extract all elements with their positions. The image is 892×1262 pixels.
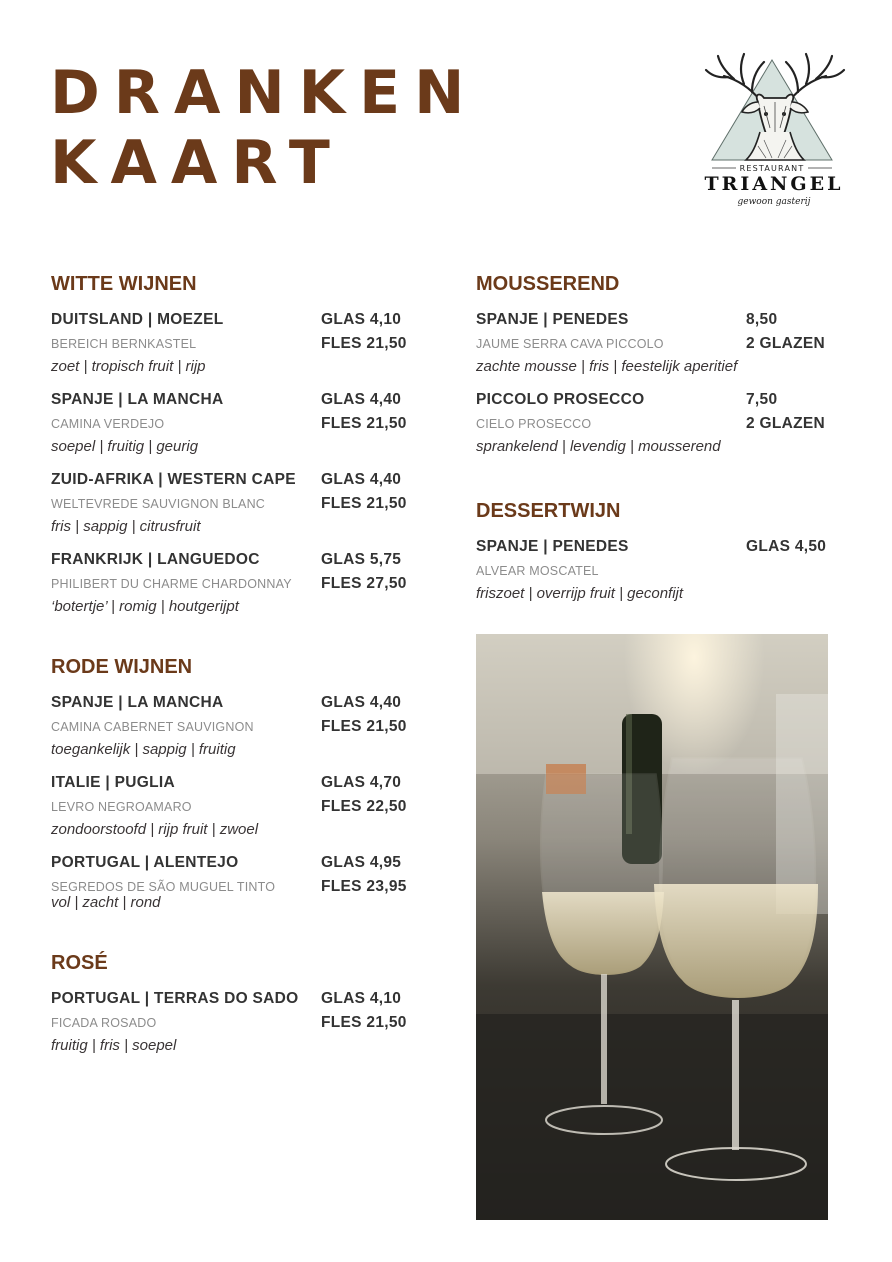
wine-name: JAUME SERRA CAVA PICCOLO bbox=[476, 337, 664, 351]
wine-region: SPANJE | LA MANCHA bbox=[51, 694, 224, 711]
wine-region: DUITSLAND | MOEZEL bbox=[51, 311, 224, 328]
bottle-price: FLES 21,50 bbox=[321, 718, 407, 735]
wine-region: ITALIE | PUGLIA bbox=[51, 774, 175, 791]
wine-region: SPANJE | LA MANCHA bbox=[51, 391, 224, 408]
wine-item bbox=[476, 388, 836, 468]
glass-price: GLAS 4,40 bbox=[321, 391, 402, 408]
wine-item bbox=[51, 388, 431, 468]
glass-price: GLAS 4,70 bbox=[321, 774, 402, 791]
wine-item bbox=[476, 308, 836, 388]
glass-price: GLAS 4,40 bbox=[321, 471, 402, 488]
serving-size: 2 GLAZEN bbox=[746, 335, 826, 352]
bottle-price: FLES 21,50 bbox=[321, 415, 407, 432]
glass-price: GLAS 4,50 bbox=[746, 538, 827, 555]
section-witte-wijnen bbox=[51, 272, 431, 615]
wine-notes: fruitig | fris | soepel bbox=[51, 1037, 177, 1054]
glass-price: GLAS 4,40 bbox=[321, 694, 402, 711]
section-rode-wijnen bbox=[51, 655, 431, 911]
wine-region: PORTUGAL | TERRAS DO SADO bbox=[51, 990, 299, 1007]
wine-notes: soepel | fruitig | geurig bbox=[51, 438, 199, 455]
wine-item bbox=[51, 771, 431, 851]
wine-region: PORTUGAL | ALENTEJO bbox=[51, 854, 239, 871]
glass-price: GLAS 4,10 bbox=[321, 990, 402, 1007]
glass-price: GLAS 4,95 bbox=[321, 854, 402, 871]
wine-name: BEREICH BERNKASTEL bbox=[51, 337, 197, 351]
wine-region: SPANJE | PENEDES bbox=[476, 538, 629, 555]
wine-name: PHILIBERT DU CHARME CHARDONNAY bbox=[51, 577, 292, 591]
title-line-2: KAART bbox=[50, 128, 344, 198]
section-rose bbox=[51, 951, 431, 1054]
wine-name: ALVEAR MOSCATEL bbox=[476, 564, 599, 578]
wine-item bbox=[51, 308, 431, 388]
wine-item bbox=[51, 851, 431, 931]
logo-restaurant-text: RESTAURANT bbox=[739, 164, 805, 173]
title-line-1: DRANKEN bbox=[50, 58, 479, 128]
wine-notes: sprankelend | levendig | mousserend bbox=[476, 438, 721, 455]
serving-size: 2 GLAZEN bbox=[746, 415, 826, 432]
price: 7,50 bbox=[746, 391, 778, 408]
price: 8,50 bbox=[746, 311, 778, 328]
bottle-price: FLES 22,50 bbox=[321, 798, 407, 815]
glass-price: GLAS 5,75 bbox=[321, 551, 402, 568]
wine-name: FICADA ROSADO bbox=[51, 1016, 157, 1030]
wine-region: FRANKRIJK | LANGUEDOC bbox=[51, 551, 260, 568]
wine-item bbox=[51, 548, 431, 628]
bottle-price: FLES 23,95 bbox=[321, 878, 407, 895]
section-heading: MOUSSEREND bbox=[476, 273, 620, 295]
section-heading: RODE WIJNEN bbox=[51, 656, 193, 678]
wine-name: LEVRO NEGROAMARO bbox=[51, 800, 192, 814]
wine-name: CAMINA VERDEJO bbox=[51, 417, 165, 431]
wine-item bbox=[476, 535, 836, 615]
section-dessertwijn bbox=[476, 499, 836, 602]
restaurant-logo bbox=[694, 36, 854, 212]
wine-notes: zoet | tropisch fruit | rijp bbox=[51, 358, 206, 375]
glass-price: GLAS 4,10 bbox=[321, 311, 402, 328]
wine-notes: toegankelijk | sappig | fruitig bbox=[51, 741, 236, 758]
wine-region: PICCOLO PROSECCO bbox=[476, 391, 645, 408]
page-title bbox=[50, 58, 478, 198]
wine-name: CAMINA CABERNET SAUVIGNON bbox=[51, 720, 254, 734]
logo-tagline-text: gewoon gasterij bbox=[737, 197, 811, 207]
wine-item bbox=[51, 691, 431, 771]
section-heading: DESSERTWIJN bbox=[476, 500, 621, 522]
wine-notes: zachte mousse | fris | feestelijk aperitief bbox=[476, 358, 738, 375]
section-heading: WITTE WIJNEN bbox=[51, 273, 197, 295]
wine-region: ZUID-AFRIKA | WESTERN CAPE bbox=[51, 471, 296, 488]
bottle-price: FLES 21,50 bbox=[321, 335, 407, 352]
bottle-price: FLES 27,50 bbox=[321, 575, 407, 592]
wine-notes: vol | zacht | rond bbox=[51, 894, 161, 911]
bottle-price: FLES 21,50 bbox=[321, 495, 407, 512]
wine-notes: zondoorstoofd | rijp fruit | zwoel bbox=[51, 821, 259, 838]
bottle-price: FLES 21,50 bbox=[321, 1014, 407, 1031]
stag-triangle-icon bbox=[694, 36, 854, 212]
section-mousserend bbox=[476, 272, 836, 455]
wine-region: SPANJE | PENEDES bbox=[476, 311, 629, 328]
wine-name: SEGREDOS DE SÃO MUGUEL TINTO bbox=[51, 880, 276, 894]
wine-name: WELTEVREDE SAUVIGNON BLANC bbox=[51, 497, 266, 511]
wine-item bbox=[51, 987, 431, 1067]
logo-name-text: TRIANGEL bbox=[704, 173, 844, 195]
wine-notes: ‘botertje’ | romig | houtgerijpt bbox=[51, 598, 239, 615]
wine-notes: fris | sappig | citrusfruit bbox=[51, 518, 201, 535]
wine-item bbox=[51, 468, 431, 548]
wine-glasses-photo bbox=[476, 634, 828, 1220]
wine-glasses-image bbox=[476, 634, 828, 1220]
section-heading: ROSÉ bbox=[51, 952, 108, 974]
wine-notes: friszoet | overrijp fruit | geconfijt bbox=[476, 585, 684, 602]
wine-name: CIELO PROSECCO bbox=[476, 417, 592, 431]
